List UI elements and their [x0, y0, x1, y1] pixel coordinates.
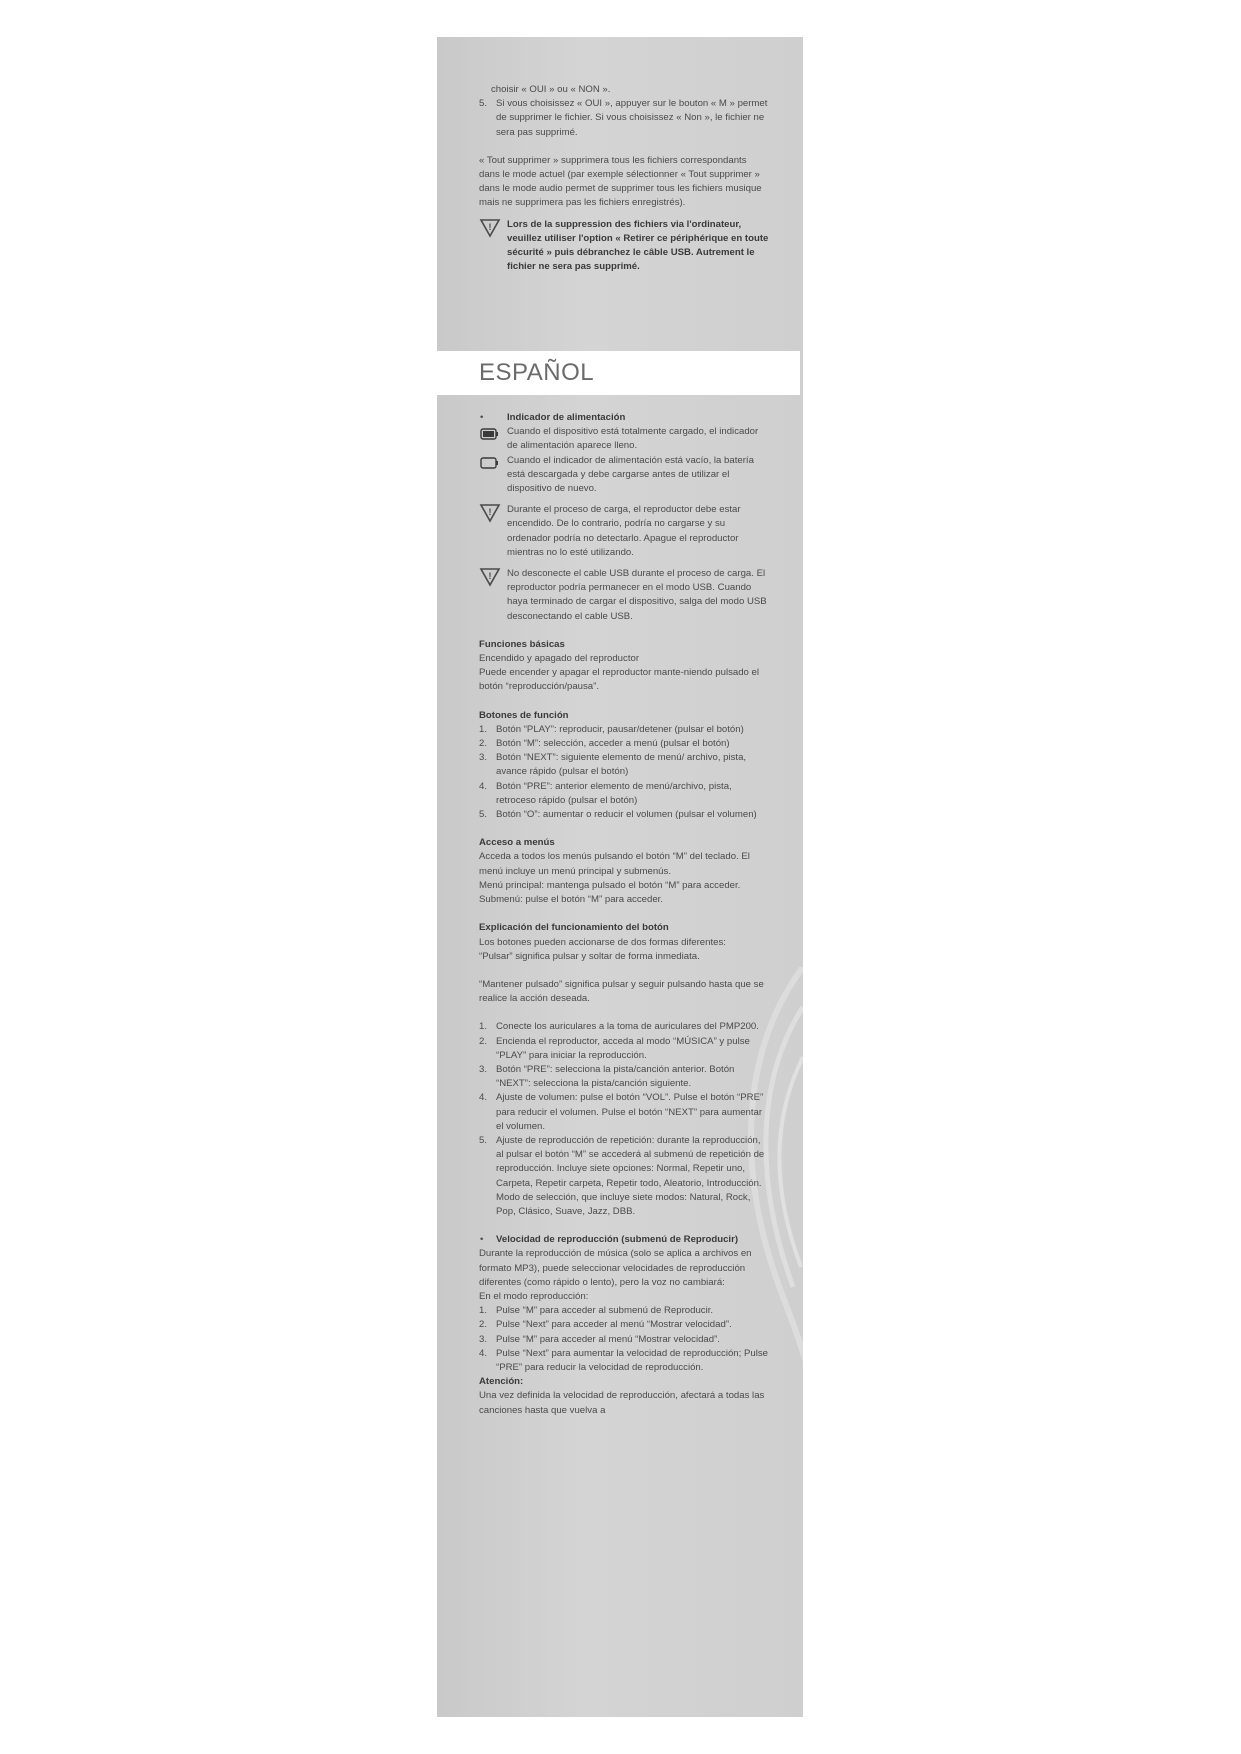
- button-explanation-heading: Explicación del funcionamiento del botón: [479, 922, 669, 934]
- list-text: Botón “M”: selección, acceder a menú (pulsar el botón): [496, 738, 730, 750]
- list-text: Pulse “Next” para acceder al menú “Mostrar velocidad”.: [496, 1319, 732, 1331]
- list-text: Ajuste de volumen: pulse el botón “VOL”. Pulse el botón “PRE” para reducir el volumen. Pulse el botón “NEXT” para aumentar el volumen.: [496, 1092, 764, 1132]
- list-item: [479, 97, 769, 140]
- menu-access-heading: Acceso a menús: [479, 837, 555, 849]
- battery-empty-text: Cuando el indicador de alimentación está vacío, la batería está descargada y debe cargarse antes de utilizar el dispositivo de nuevo.: [507, 454, 754, 495]
- list-number: 2.: [479, 1035, 488, 1047]
- list-item: [479, 1347, 769, 1375]
- speed-heading: [479, 1233, 769, 1247]
- battery-full-icon: [480, 428, 498, 440]
- list-text: Botón “PRE”: selecciona la pista/canción anterior. Botón “NEXT”: selecciona la pista/canción siguiente.: [496, 1063, 735, 1090]
- section-header: [437, 351, 800, 395]
- list-text: Pulse “M” para acceder al submenú de Reproducir.: [496, 1305, 714, 1317]
- list-text: Botón “PLAY”: reproducir, pausar/detener (pulsar el botón): [496, 723, 744, 735]
- warning-icon: [479, 503, 501, 523]
- speed-text: Durante la reproducción de música (solo se aplica a archivos en formato MP3), puede seleccionar velocidades de reproducción diferentes (como rápido o lento), pero la voz no cambiará:: [479, 1248, 752, 1288]
- list-item: [479, 723, 769, 737]
- list-item: [479, 1134, 769, 1219]
- function-buttons-heading: Botones de función: [479, 709, 569, 721]
- list-item: [479, 1318, 769, 1332]
- explanation-text: Los botones pueden accionarse de dos formas diferentes:: [479, 936, 726, 948]
- list-text: Si vous choisissez « OUI », appuyer sur le bouton « M » permet de supprimer le fichier. Si vous choisissez « Non », le fichier ne sera pas supprimé.: [496, 98, 768, 138]
- basic-line-1: Encendido y apagado del reproductor: [479, 653, 640, 665]
- list-number: 5.: [479, 1134, 488, 1146]
- list-text: Botón “NEXT”: siguiente elemento de menú/ archivo, pista, avance rápido (pulsar el botón): [496, 752, 747, 778]
- french-line-1: choisir « OUI » ou « NON ».: [491, 84, 611, 95]
- spanish-warning-1: [479, 503, 769, 560]
- basic-functions-heading: Funciones básicas: [479, 638, 565, 650]
- document-page: [437, 37, 803, 1717]
- list-item: [479, 737, 769, 751]
- french-warning-text: Lors de la suppression des fichiers via l'ordinateur, veuillez utiliser l'option « Retirer ce périphérique en toute sécurité » puis débranchez le câble USB. Autrement le fichier ne sera pas supprimé.: [507, 218, 769, 273]
- attention-text: Una vez definida la velocidad de reproducción, afectará a todas las canciones hasta que vuelva a: [479, 1390, 765, 1416]
- list-item: [479, 1035, 769, 1063]
- list-number: 1.: [479, 1021, 488, 1033]
- list-text: Pulse “Next” para aumentar la velocidad de reproducción; Pulse “PRE” para reducir la velocidad de reproducción.: [496, 1347, 768, 1373]
- list-item: [479, 1091, 769, 1134]
- list-item: [479, 780, 769, 808]
- menu-access-text: Acceda a todos los menús pulsando el botón “M” del teclado. El menú incluye un menú principal y submenús.: [479, 851, 750, 877]
- svg-text:!: !: [488, 571, 492, 582]
- speed-text: En el modo reproducción:: [479, 1290, 589, 1302]
- power-indicator-heading: [479, 411, 769, 425]
- list-number: 2.: [479, 1319, 488, 1331]
- french-paragraph: « Tout supprimer » supprimera tous les fichiers correspondants dans le mode actuel (par exemple sélectionner « Tout supprimer » dans le mode audio permet de supprimer tous les fichiers musique mais ne supprimera pas les fichiers enregistrés).: [479, 154, 762, 209]
- battery-full-row: [479, 425, 769, 453]
- warning-text: No desconecte el cable USB durante el proceso de carga. El reproductor podría permanecer en el modo USB. Cuando haya terminado de cargar el dispositivo, salga del modo USB desconectando el cable USB.: [507, 568, 767, 622]
- list-item: [479, 1304, 769, 1318]
- function-buttons-list: [479, 723, 769, 822]
- list-item: [479, 1020, 769, 1034]
- warning-icon: [479, 218, 501, 238]
- bullet-icon: •: [480, 1234, 484, 1246]
- heading-text: Velocidad de reproducción (submenú de Reproducir): [496, 1234, 739, 1246]
- list-number: 1.: [479, 1305, 488, 1317]
- basic-line-2: Puede encender y apagar el reproductor mante-niendo pulsado el botón “reproducción/pausa”.: [479, 667, 760, 693]
- list-number: 2.: [479, 738, 488, 750]
- explanation-text: “Mantener pulsado” significa pulsar y seguir pulsando hasta que se realice la acción deseada.: [479, 978, 764, 1005]
- spanish-section: [479, 411, 769, 1418]
- battery-empty-icon: [480, 457, 498, 469]
- list-number: 4.: [479, 1347, 488, 1359]
- list-number: 5.: [479, 98, 488, 110]
- warning-text: Durante el proceso de carga, el reproductor debe estar encendido. De lo contrario, podría no cargarse y su ordenador podría no detectarlo. Apague el reproductor mientras no lo esté utilizando.: [507, 504, 741, 558]
- section-title: ESPAÑOL: [479, 359, 595, 386]
- explanation-text: “Pulsar” significa pulsar y soltar de forma inmediata.: [479, 950, 700, 962]
- steps-list: [479, 1020, 769, 1219]
- list-text: Pulse “M” para acceder al menú “Mostrar velocidad”.: [496, 1333, 720, 1345]
- battery-empty-row: [479, 454, 769, 497]
- list-item: [479, 751, 769, 779]
- french-list: [479, 97, 769, 140]
- list-item: [479, 1333, 769, 1347]
- list-number: 3.: [479, 752, 488, 764]
- battery-full-text: Cuando el dispositivo está totalmente cargado, el indicador de alimentación aparece lleno.: [507, 426, 759, 452]
- attention-heading: Atención:: [479, 1376, 524, 1388]
- menu-access-text: Submenú: pulse el botón “M” para acceder.: [479, 894, 663, 906]
- list-text: Encienda el reproductor, acceda al modo “MÚSICA” y pulse “PLAY” para iniciar la reproducción.: [496, 1035, 750, 1061]
- french-warning: [479, 218, 769, 275]
- list-text: Conecte los auriculares a la toma de auriculares del PMP200.: [496, 1021, 759, 1033]
- list-text: Botón “O”: aumentar o reducir el volumen (pulsar el volumen): [496, 809, 757, 821]
- heading-text: Indicador de alimentación: [507, 412, 626, 423]
- list-item: [479, 808, 769, 822]
- list-number: 5.: [479, 809, 488, 821]
- list-text: Botón “PRE”: anterior elemento de menú/archivo, pista, retroceso rápido (pulsar el botón): [496, 780, 732, 806]
- french-section: [479, 83, 769, 274]
- speed-steps-list: [479, 1304, 769, 1375]
- bullet-icon: •: [480, 412, 484, 423]
- spanish-warning-2: [479, 567, 769, 624]
- svg-text:!: !: [488, 221, 492, 232]
- list-number: 3.: [479, 1063, 488, 1075]
- list-number: 4.: [479, 780, 488, 792]
- svg-text:!: !: [488, 507, 492, 518]
- list-number: 4.: [479, 1092, 488, 1104]
- list-number: 3.: [479, 1333, 488, 1345]
- warning-icon: [479, 567, 501, 587]
- list-text: Ajuste de reproducción de repetición: durante la reproducción, al pulsar el botón “M” se accederá al submenú de repetición de reproducción. Incluye siete opciones: Normal, Repetir uno, Carpeta, Repetir carpeta, Repetir todo, Aleatorio, Introducción. Modo de selección, que incluye siete modos: Natural, Rock, Pop, Clásico, Suave, Jazz, DBB.: [496, 1134, 765, 1217]
- menu-access-text: Menú principal: mantenga pulsado el botón “M” para acceder.: [479, 879, 741, 891]
- list-number: 1.: [479, 723, 488, 735]
- list-item: [479, 1063, 769, 1091]
